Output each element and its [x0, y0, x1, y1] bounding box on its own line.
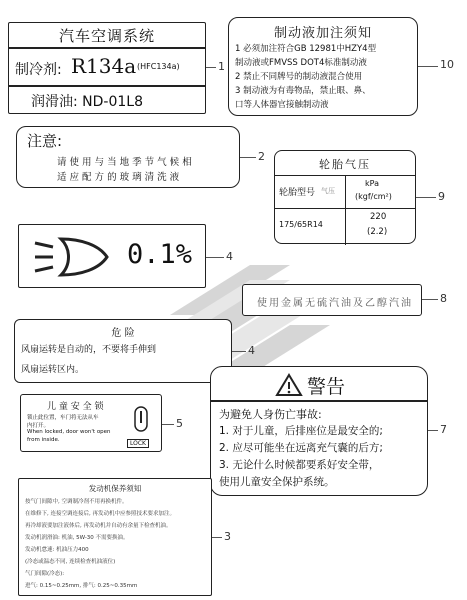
tire-col-pressure: 气压 [321, 187, 335, 195]
childlock-line-2: 内打开。 [27, 423, 50, 429]
warning-item-2: 2. 应尽可能坐在远离充气囊的后方; [219, 442, 383, 454]
washer-fluid-notice [16, 126, 240, 188]
refrigerant-label: 制冷剂: [15, 62, 62, 78]
engine-title: 发动机保养须知 [88, 484, 142, 493]
brake-line-3: 2 禁止不同牌号的制动液混合使用 [235, 72, 363, 82]
lubricant-text: 润滑油: ND-01L8 [31, 94, 143, 110]
tire-pressure-label [274, 150, 416, 244]
child-lock-icon [129, 405, 153, 433]
fuel-type-strip [242, 284, 422, 316]
childlock-line-1: 锁止此位置，车门将无法从车 [27, 415, 99, 421]
fan-danger-label [14, 319, 232, 383]
ac-divider-2 [9, 85, 205, 87]
lock-label: LOCK [127, 439, 149, 448]
warning-item-3: 3. 无论什么时候都要系好安全带， [219, 459, 380, 471]
warning-item-1: 1. 对于儿童，后排座位是最安全的; [219, 425, 383, 437]
brake-line-5: 口等人体器官接触制动液 [235, 100, 329, 110]
childlock-line-3: When locked, door won't open [27, 429, 111, 435]
notice-title: 注意: [27, 132, 63, 150]
callout-10: 10 [440, 58, 454, 71]
fuel-lamp-icon [31, 233, 121, 281]
warning-item-4: 使用儿童安全保护系统。 [219, 476, 335, 488]
brake-line-2: 制动液或FMVSS DOT4标准制动液 [235, 58, 367, 68]
tire-title: 轮胎气压 [319, 158, 371, 171]
danger-line-2: 风扇运转区内。 [21, 365, 85, 375]
engine-line-6: (冷态或温态不同, 连续检查机油液位) [25, 559, 116, 565]
childlock-title: 儿 童 安 全 锁 [47, 402, 104, 412]
brake-fluid-label [228, 17, 418, 116]
ac-system-label [8, 22, 206, 114]
callout-8: 8 [440, 292, 447, 305]
tire-col-type: 轮胎型号 [279, 188, 316, 198]
callout-9: 9 [438, 190, 445, 203]
engine-line-3: 再冷却液要加注液体后, 再发动机并自动有余量下检查机油。 [25, 523, 172, 529]
callout-5: 5 [176, 417, 183, 430]
ac-divider [9, 47, 205, 49]
engine-line-7: 气门间隙(冷态): [25, 571, 65, 577]
notice-line-1: 请 使 用 与 当 地 季 节 气 候 相 [57, 157, 192, 168]
callout-2: 2 [258, 150, 265, 163]
engine-line-1: 按气门间隙中, 空调制冷剂不用再换机件。 [25, 499, 128, 505]
ac-title: 汽车空调系统 [58, 27, 155, 45]
engine-line-2: 在维修下, 连接空调连接后, 再发动机中应参照技术要求加注。 [25, 511, 175, 517]
childlock-line-4: from inside. [27, 437, 60, 443]
danger-title: 危 险 [111, 328, 135, 339]
brake-line-4: 3 制动液为有毒物品，禁止眼、鼻、 [235, 86, 371, 96]
tire-unit-kgf: (kgf/cm²) [355, 192, 392, 201]
tire-unit-kpa: kPa [365, 179, 379, 188]
tire-value-kgf: (2.2) [367, 227, 388, 237]
engine-maintenance-label [18, 478, 212, 596]
refrigerant-note: (HFC134a) [137, 62, 180, 71]
callout-1: 1 [218, 60, 225, 73]
strip-text: 使用金属无硫汽油及乙醇汽油 [257, 298, 413, 309]
fuel-percent: 0.1% [127, 239, 193, 270]
tire-size: 175/65R14 [279, 220, 323, 229]
engine-line-5: 发动机怠速: 机油压力400 [25, 547, 89, 553]
warning-triangle-icon [275, 373, 303, 397]
refrigerant-value: R134a [71, 54, 137, 78]
danger-line-1: 风扇运转是自动的，不要将手伸到 [21, 345, 157, 355]
fuel-label [18, 224, 206, 288]
notice-line-2: 适 应 配 方 的 玻 璃 清 洗 液 [57, 172, 180, 183]
callout-danger: 4 [248, 344, 255, 357]
engine-line-8: 进气: 0.15~0.25mm, 排气: 0.25~0.35mm [25, 583, 138, 589]
warning-intro: 为避免人身伤亡事故: [219, 408, 322, 421]
brake-title: 制动液加注须知 [273, 26, 372, 41]
brake-line-1: 1 必须加注符合GB 12981中HZY4型 [235, 44, 377, 54]
tire-value-kpa: 220 [370, 212, 387, 222]
warning-title: 警告 [307, 376, 346, 398]
callout-7: 7 [440, 423, 447, 436]
callout-4: 4 [226, 250, 233, 263]
child-lock-label [20, 394, 162, 452]
callout-3: 3 [224, 530, 231, 543]
engine-line-4: 发动机润滑油: 机油, 5W-30 不需要换油。 [25, 535, 129, 541]
airbag-warning-label [210, 366, 428, 496]
